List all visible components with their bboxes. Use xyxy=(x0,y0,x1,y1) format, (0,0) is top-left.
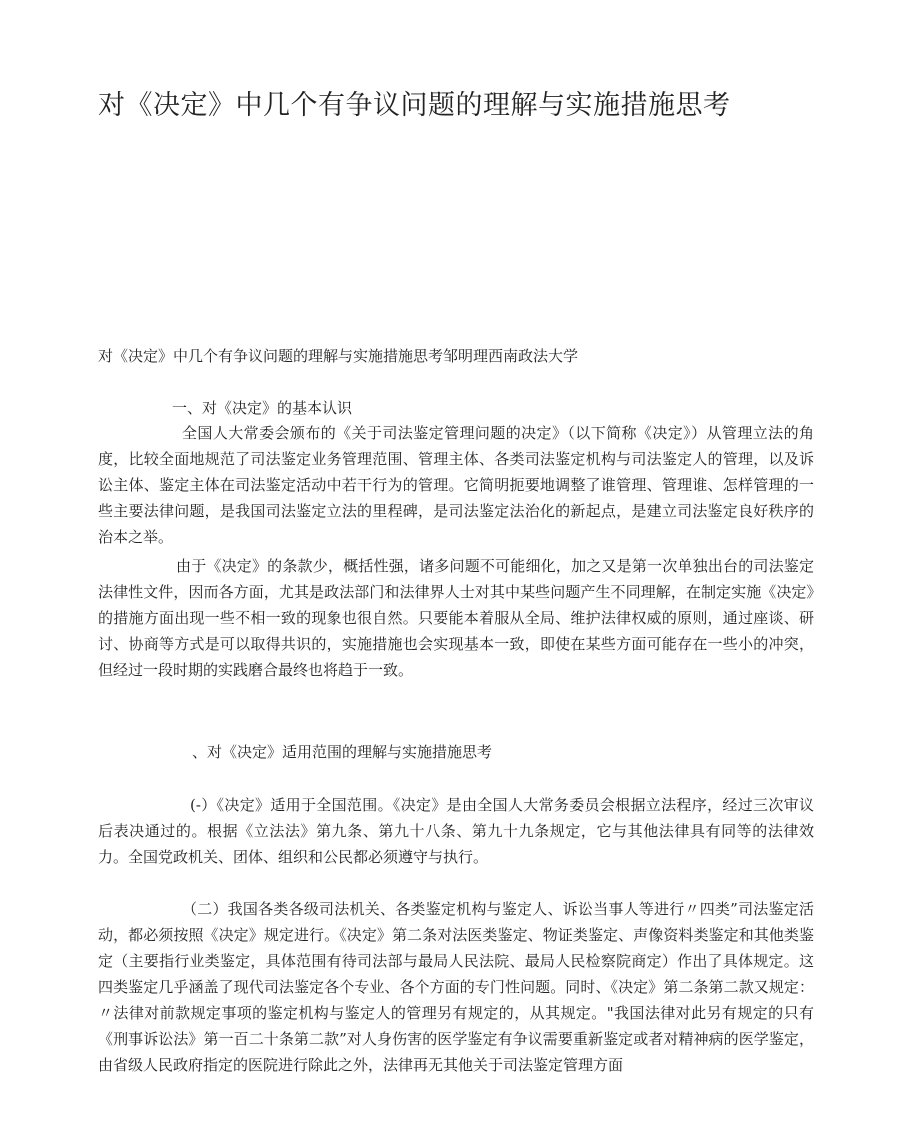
paragraph-1: 全国人大常委会颁布的《关于司法鉴定管理问题的决定》（以下简称《决定》）从管理立法的角度，比较全面地规范了司法鉴定业务管理范围、管理主体、各类司法鉴定机构与司法鉴定人的管理，以及诉讼主体、鉴定主体在司法鉴定活动中若干行为的管理。它简明扼要地调整了谁管理、管理谁、怎样管理的一些主要法律问题，是我国司法鉴定立法的里程碑，是司法鉴定法治化的新起点，是建立司法鉴定良好秩序的治本之举。 xyxy=(98,424,814,546)
section-heading-2: 、对《决定》适用范围的理解与实施措施思考 xyxy=(192,743,493,761)
paragraph-2: 由于《决定》的条款少，概括性强，诸多问题不可能细化，加之又是第一次单独出台的司法鉴定法律性文件，因而各方面，尤其是政法部门和法律界人士对其中某些问题产生不同理解，在制定实施《决定》的措施方面出现一些不相一致的现象也很自然。只要能本着服从全局、维护法律权威的原则，通过座谈、研讨、协商等方式是可以取得共识的，实施措施也会实现基本一致，即使在某些方面可能存在一些小的冲突，但经过一段时期的实践磨合最终也将趋于一致。 xyxy=(98,557,814,679)
document-title: 对《决定》中几个有争议问题的理解与实施措施思考 xyxy=(98,90,731,121)
paragraph-3: (-）《决定》适用于全国范围。《决定》是由全国人大常务委员会根据立法程序，经过三次审议后表决通过的。根据《立法法》第九条、第九十八条、第九十九条规定，它与其他法律具有同等的法律效力。全国党政机关、团体、组织和公民都必须遵守与执行。 xyxy=(98,796,814,866)
section-heading-1: 一、对《决定》的基本认识 xyxy=(172,399,353,417)
document-subtitle: 对《决定》中几个有争议问题的理解与实施措施思考邹明理西南政法大学 xyxy=(98,347,579,365)
paragraph-4: （二）我国各类各级司法机关、各类鉴定机构与鉴定人、诉讼当事人等进行〃四类”司法鉴定活动，都必须按照《决定》规定进行。《决定》第二条对法医类鉴定、物证类鉴定、声像资料类鉴定和其他类鉴定（主要指行业类鉴定，具体范围有待司法部与最局人民法院、最局人民检察院商定）作出了具体规定。这四类鉴定几乎涵盖了现代司法鉴定各个专业、各个方面的专门性问题。同时、《决定》第二条第二款又规定：〃法律对前款规定事项的鉴定机构与鉴定人的管理另有规定的，从其规定。"我国法律对此另有规定的只有《刑事诉讼法》第一百二十条第二款”对人身伤害的医学鉴定有争议需要重新鉴定或者对精神病的医学鉴定，由省级人民政府指定的医院进行除此之外，法律再无其他关于司法鉴定管理方面 xyxy=(98,900,814,1074)
